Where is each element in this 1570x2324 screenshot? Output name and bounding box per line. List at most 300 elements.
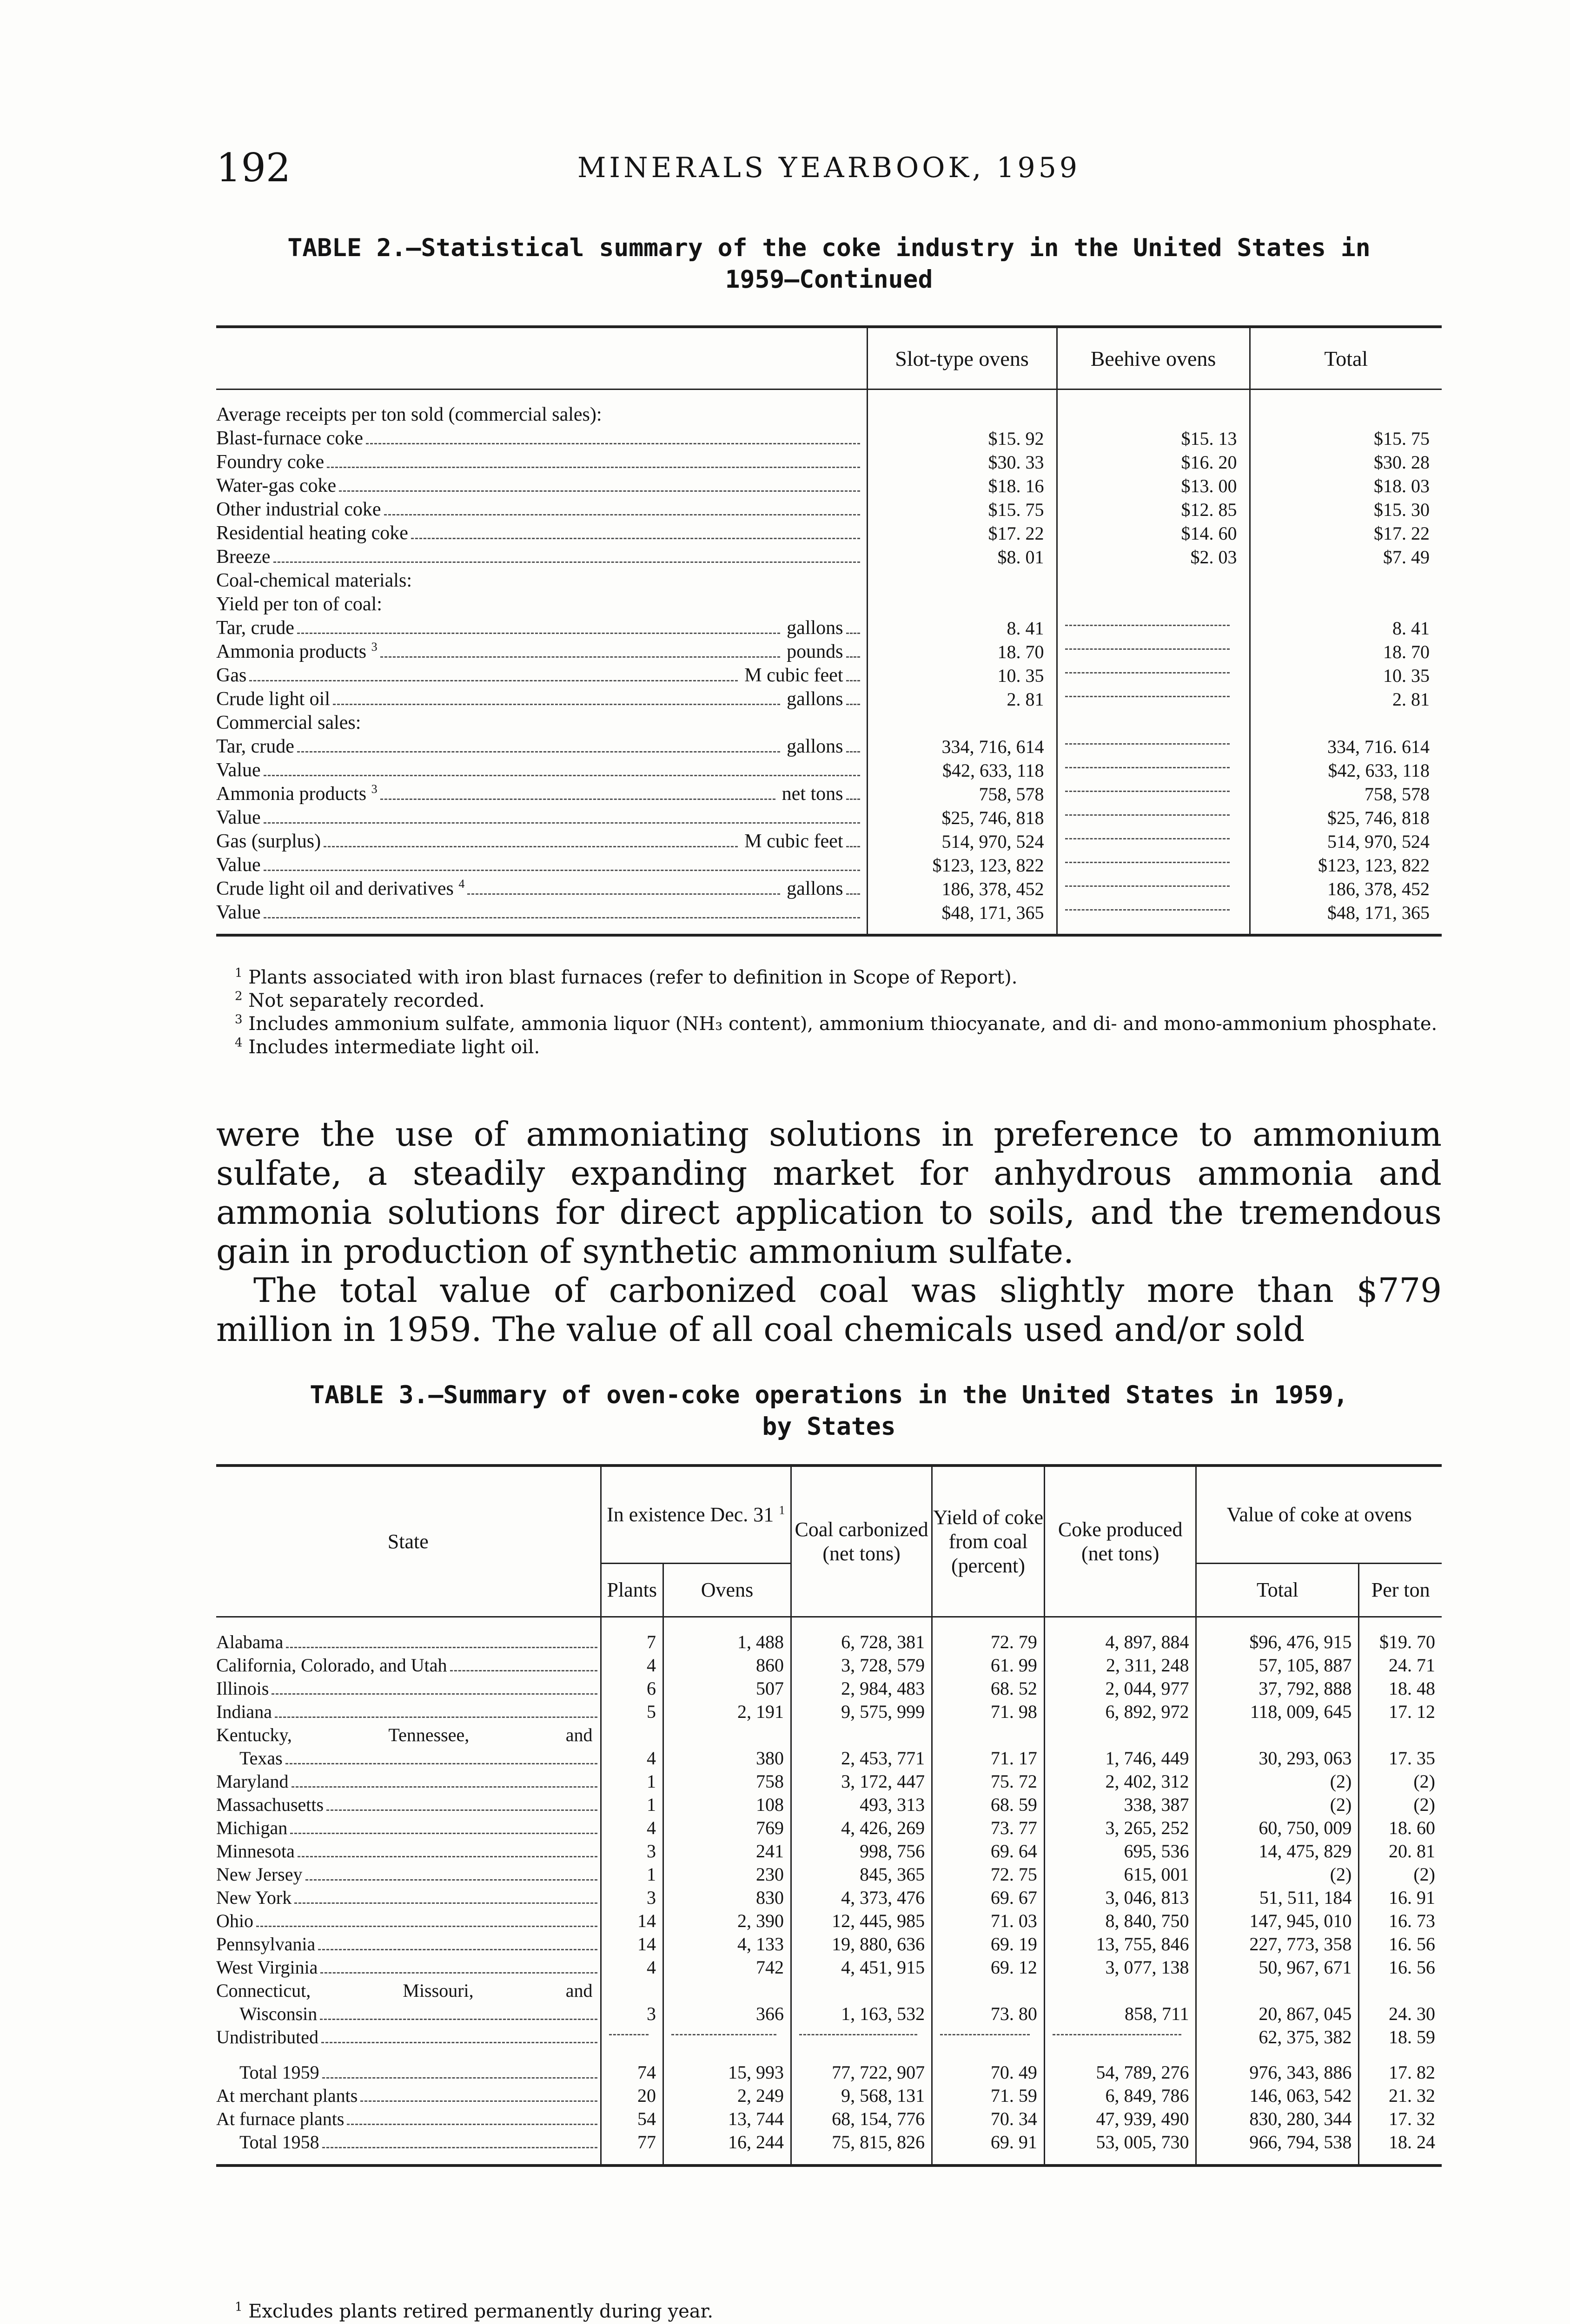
table2-caption-line2: 1959—Continued <box>725 265 933 294</box>
table-row <box>216 1956 1442 1979</box>
cell-ovens: 241 <box>663 1840 791 1863</box>
table-row <box>216 735 1442 759</box>
row-label: Tar, crude <box>216 736 294 757</box>
cell-coke: 47, 939, 490 <box>1044 2107 1196 2131</box>
table-row <box>216 687 1442 711</box>
table-row <box>216 1909 1442 1933</box>
cell-total: $17. 22 <box>1250 522 1442 545</box>
cell-total: $42, 633, 118 <box>1250 759 1442 782</box>
col-header-beehive: Beehive ovens <box>1057 327 1250 390</box>
table3 <box>216 1464 1442 2167</box>
cell-beehive: $16. 20 <box>1057 450 1250 474</box>
cell-yield: 61. 99 <box>932 1654 1045 1677</box>
state-label: Alabama <box>216 1631 284 1652</box>
cell-coal <box>791 2026 932 2049</box>
cell-value-total: 976, 343, 886 <box>1196 2049 1359 2084</box>
state-label: West Virginia <box>216 1957 318 1978</box>
cell-slot: 2. 81 <box>867 687 1057 711</box>
cell-slot: $17. 22 <box>867 522 1057 545</box>
cell-ovens: 16, 244 <box>663 2131 791 2166</box>
paragraph: were the use of ammoniating solutions in preference to ammonium sulfate, a steadily expanding market for anhydrous ammonia and ammonia solutions for direct application to soils, and the tremendous gain in production of synthetic ammonium sulfate. <box>216 1115 1442 1271</box>
row-label: Value <box>216 902 261 923</box>
cell-ovens: 108 <box>663 1793 791 1816</box>
state-label-word: and <box>565 1724 593 1745</box>
state-label: California, Colorado, and Utah <box>216 1655 447 1676</box>
table-row <box>216 782 1442 806</box>
cell-ovens: 507 <box>663 1677 791 1700</box>
cell-ovens <box>663 2026 791 2049</box>
dash-placeholder <box>1065 696 1230 697</box>
footnote: $^3$ Includes ammonium sulfate, ammonia liquor (NH₃ content), ammonium thiocyanate, and di- and mono-ammonium phosphate. <box>235 1012 1438 1035</box>
table-row <box>216 1886 1442 1909</box>
cell-plants: 4 <box>601 1816 663 1840</box>
cell-yield: 68. 59 <box>932 1793 1045 1816</box>
col-header-total: Total <box>1250 327 1442 390</box>
cell-coke: 6, 849, 786 <box>1044 2084 1196 2107</box>
cell-yield: 69. 12 <box>932 1956 1045 1979</box>
row-label: Ammonia products <box>216 641 367 662</box>
running-title: MINERALS YEARBOOK, 1959 <box>577 152 1081 184</box>
cell-total: 10. 35 <box>1250 664 1442 687</box>
footnote: $^1$ Plants associated with iron blast furnaces (refer to definition in Scope of Report). <box>235 966 1018 988</box>
cell-coal: 9, 575, 999 <box>791 1700 932 1723</box>
cell-slot: 334, 716, 614 <box>867 735 1057 759</box>
table-row <box>216 616 1442 640</box>
dash-placeholder <box>1065 909 1230 911</box>
cell-value-total: 830, 280, 344 <box>1196 2107 1359 2131</box>
cell-slot: $25, 746, 818 <box>867 806 1057 830</box>
cell-coal: 2, 984, 483 <box>791 1677 932 1700</box>
cell-slot: $48, 171, 365 <box>867 901 1057 935</box>
cell-coke: 4, 897, 884 <box>1044 1617 1196 1654</box>
state-label: New York <box>216 1887 292 1908</box>
table-row <box>216 1654 1442 1677</box>
cell-value-total: (2) <box>1196 1770 1359 1793</box>
state-label: Ohio <box>216 1910 253 1931</box>
col-header-total: Total <box>1196 1564 1359 1617</box>
state-label: Total 1959 <box>239 2062 319 2083</box>
cell-total: 18. 70 <box>1250 640 1442 664</box>
state-label-word: Tennessee, <box>388 1724 470 1745</box>
cell-plants: 20 <box>601 2084 663 2107</box>
table-row <box>216 901 1442 935</box>
cell-value-per-ton: 17. 32 <box>1359 2107 1442 2131</box>
col-header-existence: In existence Dec. 31 $^1$ <box>601 1466 791 1564</box>
cell-plants: 7 <box>601 1617 663 1654</box>
cell-ovens: 2, 191 <box>663 1700 791 1723</box>
row-unit: pounds <box>787 641 843 662</box>
cell-value-per-ton: 17. 82 <box>1359 2049 1442 2084</box>
row-unit: gallons <box>787 617 843 639</box>
row-label: Value <box>216 807 261 828</box>
table3-caption-line1: TABLE 3.—Summary of oven-coke operations in the United States in 1959, <box>310 1381 1348 1409</box>
cell-coke: 1, 746, 449 <box>1044 1723 1196 1770</box>
cell-coal: 998, 756 <box>791 1840 932 1863</box>
cell-plants: 77 <box>601 2131 663 2166</box>
table2-caption-line1: TABLE 2.—Statistical summary of the coke industry in the United States in <box>287 234 1371 262</box>
cell-slot: $15. 75 <box>867 498 1057 522</box>
cell-coal: 4, 426, 269 <box>791 1816 932 1840</box>
cell-ovens: 830 <box>663 1886 791 1909</box>
state-label: Maryland <box>216 1771 289 1792</box>
table-row <box>216 759 1442 782</box>
cell-total: 514, 970, 524 <box>1250 830 1442 853</box>
cell-total: $48, 171, 365 <box>1250 901 1442 935</box>
running-header <box>216 145 1442 191</box>
cell-value-total: 62, 375, 382 <box>1196 2026 1359 2049</box>
cell-value-total: 51, 511, 184 <box>1196 1886 1359 1909</box>
cell-coke: 3, 265, 252 <box>1044 1816 1196 1840</box>
col-header-value: Value of coke at ovens <box>1196 1466 1442 1564</box>
table-row <box>216 1863 1442 1886</box>
cell-value-total: 37, 792, 888 <box>1196 1677 1359 1700</box>
cell-value-per-ton: (2) <box>1359 1770 1442 1793</box>
table-row <box>216 593 1442 616</box>
table3-footnotes <box>216 2300 1442 2324</box>
cell-value-per-ton: 20. 81 <box>1359 1840 1442 1863</box>
row-label: Foundry coke <box>216 451 325 473</box>
cell-plants: 14 <box>601 1933 663 1956</box>
dash-placeholder <box>1065 791 1230 792</box>
row-label: Blast-furnace coke <box>216 428 364 449</box>
row-label: Gas (surplus) <box>216 831 321 852</box>
cell-plants: 5 <box>601 1700 663 1723</box>
cell-coal: 845, 365 <box>791 1863 932 1886</box>
col-header-yield: Yield of coke from coal (percent) <box>932 1466 1045 1617</box>
cell-plants: 4 <box>601 1723 663 1770</box>
table-row <box>216 545 1442 569</box>
table-row <box>216 498 1442 522</box>
table3-caption-line2: by States <box>762 1413 896 1441</box>
cell-yield: 69. 91 <box>932 2131 1045 2166</box>
cell-coal: 9, 568, 131 <box>791 2084 932 2107</box>
cell-value-per-ton: (2) <box>1359 1863 1442 1886</box>
cell-slot: $8. 01 <box>867 545 1057 569</box>
cell-coke: 695, 536 <box>1044 1840 1196 1863</box>
state-label-word: and <box>565 1980 593 2001</box>
cell-ovens: 860 <box>663 1654 791 1677</box>
table2-footnotes <box>216 966 1442 1059</box>
row-label: Crude light oil <box>216 688 330 710</box>
cell-plants: 14 <box>601 1909 663 1933</box>
table-row <box>216 664 1442 687</box>
state-label: At furnace plants <box>216 2108 344 2129</box>
table-row <box>216 2084 1442 2107</box>
cell-coke: 53, 005, 730 <box>1044 2131 1196 2166</box>
cell-value-total: 60, 750, 009 <box>1196 1816 1359 1840</box>
row-label: Ammonia products <box>216 783 367 805</box>
section-label: Yield per ton of coal: <box>216 594 382 615</box>
cell-ovens: 230 <box>663 1863 791 1886</box>
cell-coal: 3, 728, 579 <box>791 1654 932 1677</box>
col-header-state: State <box>216 1466 601 1617</box>
cell-yield: 69. 67 <box>932 1886 1045 1909</box>
cell-coke: 3, 077, 138 <box>1044 1956 1196 1979</box>
section-label: Average receipts per ton sold (commercial sales): <box>216 404 602 425</box>
cell-beehive: $12. 85 <box>1057 498 1250 522</box>
cell-value-per-ton: 16. 73 <box>1359 1909 1442 1933</box>
cell-coke: 2, 044, 977 <box>1044 1677 1196 1700</box>
cell-beehive: $15. 13 <box>1057 427 1250 450</box>
cell-total: $18. 03 <box>1250 474 1442 498</box>
cell-coal: 4, 451, 915 <box>791 1956 932 1979</box>
cell-value-per-ton: 16. 91 <box>1359 1886 1442 1909</box>
cell-ovens: 15, 993 <box>663 2049 791 2084</box>
cell-coke: 615, 001 <box>1044 1863 1196 1886</box>
table-row <box>216 877 1442 901</box>
dash-placeholder <box>1065 625 1230 626</box>
cell-plants: 74 <box>601 2049 663 2084</box>
cell-slot: 18. 70 <box>867 640 1057 664</box>
cell-slot: $15. 92 <box>867 427 1057 450</box>
row-label: Tar, crude <box>216 617 294 639</box>
cell-value-total: 57, 105, 887 <box>1196 1654 1359 1677</box>
state-label: Massachusetts <box>216 1794 324 1815</box>
table-row <box>216 1793 1442 1816</box>
table-row <box>216 830 1442 853</box>
footnote-ref: 3 <box>371 640 378 654</box>
footnote: $^1$ Excludes plants retired permanently during year. <box>235 2300 714 2322</box>
state-label: Michigan <box>216 1817 288 1838</box>
cell-value-per-ton: 17. 35 <box>1359 1723 1442 1770</box>
table-row <box>216 1677 1442 1700</box>
cell-value-total: 20, 867, 045 <box>1196 1979 1359 2026</box>
cell-ovens: 769 <box>663 1816 791 1840</box>
row-unit: gallons <box>787 736 843 757</box>
cell-ovens: 742 <box>663 1956 791 1979</box>
page-number: 192 <box>216 145 291 191</box>
table-row <box>216 1617 1442 1654</box>
footnote: $^2$ Not separately recorded. <box>235 989 485 1011</box>
cell-value-total: $96, 476, 915 <box>1196 1617 1359 1654</box>
cell-value-per-ton: 24. 71 <box>1359 1654 1442 1677</box>
col-header-coke: Coke produced (net tons) <box>1044 1466 1196 1617</box>
dash-placeholder <box>609 2034 649 2035</box>
table-row <box>216 403 1442 427</box>
cell-yield: 69. 64 <box>932 1840 1045 1863</box>
cell-coke: 338, 387 <box>1044 1793 1196 1816</box>
cell-coke <box>1044 2026 1196 2049</box>
cell-yield: 69. 19 <box>932 1933 1045 1956</box>
cell-ovens: 1, 488 <box>663 1617 791 1654</box>
cell-value-per-ton: 18. 48 <box>1359 1677 1442 1700</box>
state-label: Pennsylvania <box>216 1934 316 1954</box>
state-label: Wisconsin <box>239 2003 318 2024</box>
cell-value-total: 50, 967, 671 <box>1196 1956 1359 1979</box>
cell-coal: 19, 880, 636 <box>791 1933 932 1956</box>
row-label: Value <box>216 854 261 876</box>
cell-plants: 3 <box>601 1886 663 1909</box>
cell-total: $25, 746, 818 <box>1250 806 1442 830</box>
table-row <box>216 2107 1442 2131</box>
col-header-plants: Plants <box>601 1564 663 1617</box>
cell-yield: 70. 34 <box>932 2107 1045 2131</box>
row-label: Crude light oil and derivatives <box>216 878 454 899</box>
cell-coal: 6, 728, 381 <box>791 1617 932 1654</box>
table2-stub-header <box>216 327 867 390</box>
row-unit: M cubic feet <box>744 665 843 686</box>
cell-coke: 2, 311, 248 <box>1044 1654 1196 1677</box>
cell-coke: 2, 402, 312 <box>1044 1770 1196 1793</box>
cell-yield <box>932 2026 1045 2049</box>
cell-value-total: (2) <box>1196 1863 1359 1886</box>
table-row <box>216 474 1442 498</box>
dash-placeholder <box>799 2034 917 2035</box>
dash-placeholder <box>1065 885 1230 887</box>
cell-coke: 6, 892, 972 <box>1044 1700 1196 1723</box>
state-label: Undistributed <box>216 2027 318 2047</box>
table-row <box>216 1979 1442 2026</box>
cell-total: $30. 28 <box>1250 450 1442 474</box>
table-row <box>216 2026 1442 2049</box>
state-label: New Jersey <box>216 1864 303 1885</box>
row-label: Breeze <box>216 546 271 568</box>
col-header-slot-type: Slot-type ovens <box>867 327 1057 390</box>
cell-coal: 3, 172, 447 <box>791 1770 932 1793</box>
dash-placeholder <box>1065 767 1230 768</box>
cell-total: 758, 578 <box>1250 782 1442 806</box>
cell-value-per-ton: 18. 59 <box>1359 2026 1442 2049</box>
state-label: Total 1958 <box>239 2132 319 2152</box>
cell-ovens: 380 <box>663 1723 791 1770</box>
cell-total: 2. 81 <box>1250 687 1442 711</box>
cell-ovens: 2, 249 <box>663 2084 791 2107</box>
cell-coke: 8, 840, 750 <box>1044 1909 1196 1933</box>
cell-ovens: 13, 744 <box>663 2107 791 2131</box>
cell-slot: $18. 16 <box>867 474 1057 498</box>
cell-ovens: 2, 390 <box>663 1909 791 1933</box>
cell-plants: 3 <box>601 1840 663 1863</box>
dash-placeholder <box>1065 672 1230 673</box>
section-label: Commercial sales: <box>216 712 361 733</box>
cell-coal: 12, 445, 985 <box>791 1909 932 1933</box>
cell-slot: 758, 578 <box>867 782 1057 806</box>
footnote-ref: 4 <box>458 877 465 891</box>
cell-value-per-ton: 24. 30 <box>1359 1979 1442 2026</box>
cell-slot: 10. 35 <box>867 664 1057 687</box>
cell-value-per-ton: $19. 70 <box>1359 1617 1442 1654</box>
cell-yield: 72. 75 <box>932 1863 1045 1886</box>
table-row <box>216 853 1442 877</box>
table2-header-row <box>216 327 1442 390</box>
table-row <box>216 1816 1442 1840</box>
cell-value-per-ton: 18. 24 <box>1359 2131 1442 2166</box>
cell-value-total: 147, 945, 010 <box>1196 1909 1359 1933</box>
cell-ovens: 4, 133 <box>663 1933 791 1956</box>
cell-slot: 8. 41 <box>867 616 1057 640</box>
cell-plants <box>601 2026 663 2049</box>
cell-total: $15. 30 <box>1250 498 1442 522</box>
cell-ovens: 366 <box>663 1979 791 2026</box>
table-row <box>216 806 1442 830</box>
cell-plants: 1 <box>601 1863 663 1886</box>
cell-coke: 13, 755, 846 <box>1044 1933 1196 1956</box>
state-label-word: Missouri, <box>403 1980 474 2001</box>
col-header-per-ton: Per ton <box>1359 1564 1442 1617</box>
table-row <box>216 640 1442 664</box>
cell-value-total: 146, 063, 542 <box>1196 2084 1359 2107</box>
cell-value-total: 227, 773, 358 <box>1196 1933 1359 1956</box>
dash-placeholder <box>1065 814 1230 816</box>
cell-value-per-ton: 21. 32 <box>1359 2084 1442 2107</box>
cell-value-total: 966, 794, 538 <box>1196 2131 1359 2166</box>
col-header-coal: Coal carbonized (net tons) <box>791 1466 932 1617</box>
table-row <box>216 569 1442 593</box>
row-unit: net tons <box>782 783 843 805</box>
table3-caption <box>216 1380 1442 1443</box>
cell-plants: 6 <box>601 1677 663 1700</box>
col-header-ovens: Ovens <box>663 1564 791 1617</box>
cell-yield: 71. 17 <box>932 1723 1045 1770</box>
state-label: Texas <box>239 1748 283 1769</box>
table3-header-row <box>216 1466 1442 1564</box>
dash-placeholder <box>1065 862 1230 863</box>
dash-placeholder <box>1065 743 1230 745</box>
dash-placeholder <box>1065 648 1230 650</box>
cell-plants: 1 <box>601 1770 663 1793</box>
dash-placeholder <box>1065 838 1230 839</box>
cell-slot: 186, 378, 452 <box>867 877 1057 901</box>
cell-slot: $123, 123, 822 <box>867 853 1057 877</box>
cell-slot: 514, 970, 524 <box>867 830 1057 853</box>
row-label: Other industrial coke <box>216 499 381 520</box>
table-row <box>216 1723 1442 1770</box>
cell-value-per-ton: 17. 12 <box>1359 1700 1442 1723</box>
table-row <box>216 2049 1442 2084</box>
dash-placeholder <box>940 2034 1030 2035</box>
cell-yield: 73. 77 <box>932 1816 1045 1840</box>
row-unit: M cubic feet <box>744 831 843 852</box>
row-label: Water-gas coke <box>216 475 337 496</box>
state-label: At merchant plants <box>216 2085 358 2106</box>
table-row <box>216 427 1442 450</box>
cell-total: $7. 49 <box>1250 545 1442 569</box>
state-label: Minnesota <box>216 1841 295 1862</box>
cell-coal: 493, 313 <box>791 1793 932 1816</box>
section-label: Coal-chemical materials: <box>216 570 412 591</box>
cell-yield: 75. 72 <box>932 1770 1045 1793</box>
cell-plants: 1 <box>601 1793 663 1816</box>
body-text <box>216 1115 1442 1349</box>
dash-placeholder <box>1053 2034 1182 2035</box>
cell-plants: 4 <box>601 1654 663 1677</box>
row-label: Residential heating coke <box>216 522 408 544</box>
cell-yield: 72. 79 <box>932 1617 1045 1654</box>
state-label: Indiana <box>216 1701 272 1722</box>
cell-value-total: (2) <box>1196 1793 1359 1816</box>
table-row <box>216 2131 1442 2166</box>
cell-coal: 75, 815, 826 <box>791 2131 932 2166</box>
cell-yield: 70. 49 <box>932 2049 1045 2084</box>
state-label-line1 <box>216 1979 600 2002</box>
cell-coal: 77, 722, 907 <box>791 2049 932 2084</box>
cell-yield: 71. 98 <box>932 1700 1045 1723</box>
table-row <box>216 1700 1442 1723</box>
cell-value-per-ton: 16. 56 <box>1359 1956 1442 1979</box>
cell-yield: 71. 59 <box>932 2084 1045 2107</box>
table-row <box>216 1933 1442 1956</box>
cell-total: 186, 378, 452 <box>1250 877 1442 901</box>
state-label: Illinois <box>216 1678 269 1699</box>
table2 <box>216 325 1442 937</box>
cell-total: 8. 41 <box>1250 616 1442 640</box>
cell-ovens: 758 <box>663 1770 791 1793</box>
row-label: Value <box>216 759 261 781</box>
paragraph: The total value of carbonized coal was slightly more than $779 million in 1959. The value of all coal chemicals used and/or sold <box>216 1271 1442 1349</box>
state-label-word: Kentucky, <box>216 1724 292 1745</box>
cell-beehive: $14. 60 <box>1057 522 1250 545</box>
row-label: Gas <box>216 665 247 686</box>
